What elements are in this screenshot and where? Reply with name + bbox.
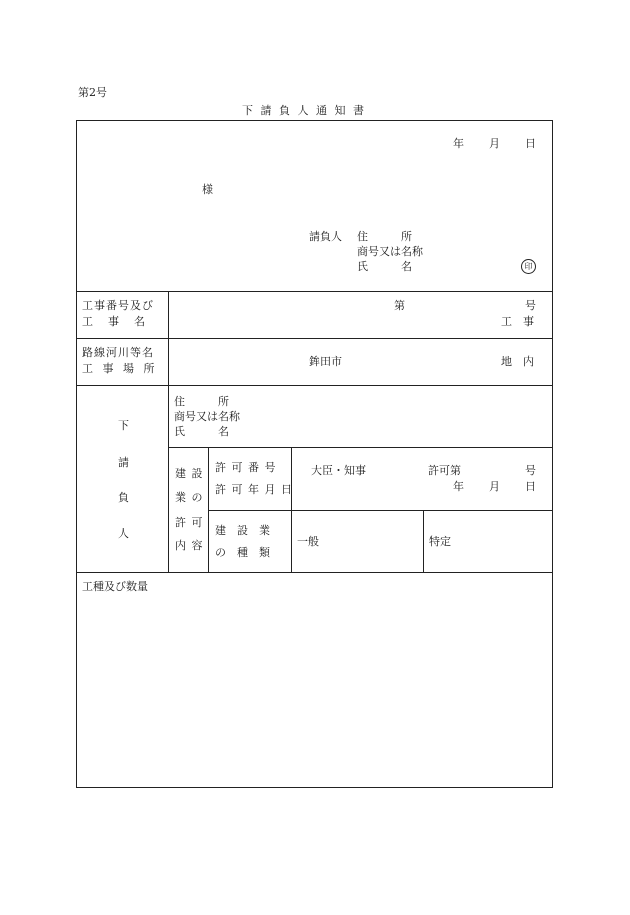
date-month: 月 <box>489 137 500 150</box>
location-city: 鉾田市 <box>309 355 342 368</box>
subcontractor-label-char: 負 <box>118 491 129 504</box>
license-label-line: 許 可 <box>175 516 204 529</box>
work-type-quantity-label: 工種及び数量 <box>82 580 148 593</box>
form-number: 第2号 <box>78 86 107 99</box>
subcontractor-label-char: 人 <box>118 527 129 540</box>
permit-no-suffix: 号 <box>525 464 536 477</box>
sub-address-label: 住 所 <box>174 395 229 408</box>
business-type-label-1: 建 設 業 <box>215 524 270 537</box>
contractor-address-label: 住 所 <box>357 230 412 243</box>
date-day: 日 <box>525 137 536 150</box>
work-name-kouji: 工 事 <box>501 315 534 328</box>
form-frame <box>76 120 553 788</box>
divider-h <box>208 510 553 511</box>
location-label-1: 路線河川等名 <box>82 346 154 359</box>
divider-h <box>76 385 553 386</box>
addressee-suffix: 様 <box>202 183 213 196</box>
sub-trade-name-label: 商号又は名称 <box>174 410 240 423</box>
location-label-2: 工 事 場 所 <box>82 362 158 375</box>
business-type-label-2: の 種 類 <box>215 546 270 559</box>
divider-v <box>208 447 209 572</box>
contractor-label: 請負人 <box>309 230 342 243</box>
license-label-line: 建 設 <box>175 467 204 480</box>
contractor-trade-name-label: 商号又は名称 <box>357 245 423 258</box>
permit-no-prefix: 許可第 <box>428 464 461 477</box>
permit-date-label: 許 可 年 月 日 <box>215 483 293 496</box>
work-number-dai: 第 <box>394 299 405 312</box>
minister-governor: 大臣・知事 <box>311 464 366 477</box>
location-chinai: 地 内 <box>501 355 534 368</box>
subcontractor-label-char: 下 <box>118 419 129 432</box>
permit-day: 日 <box>525 480 536 493</box>
contractor-name-label: 氏 名 <box>357 260 412 273</box>
subcontractor-label-char: 請 <box>118 456 129 469</box>
work-number-go: 号 <box>525 299 536 312</box>
work-number-label-1: 工事番号及び <box>82 299 154 312</box>
divider-v <box>423 510 424 572</box>
business-general: 一般 <box>297 535 319 548</box>
license-label-line: 内 容 <box>175 539 204 552</box>
permit-year: 年 <box>453 480 464 493</box>
divider-v <box>168 291 169 572</box>
divider-h <box>76 338 553 339</box>
divider-h <box>76 291 553 292</box>
divider-h <box>76 572 553 573</box>
divider-v <box>291 447 292 572</box>
permit-month: 月 <box>489 480 500 493</box>
document-title: 下 請 負 人 通 知 書 <box>242 104 366 117</box>
divider-h <box>168 447 553 448</box>
license-label-line: 業 の <box>175 491 204 504</box>
work-number-label-2: 工 事 名 <box>82 315 147 328</box>
date-year: 年 <box>453 137 464 150</box>
business-specific: 特定 <box>429 535 451 548</box>
sub-name-label: 氏 名 <box>174 425 229 438</box>
seal-icon: 印 <box>521 259 536 274</box>
permit-number-label: 許 可 番 号 <box>215 461 277 474</box>
